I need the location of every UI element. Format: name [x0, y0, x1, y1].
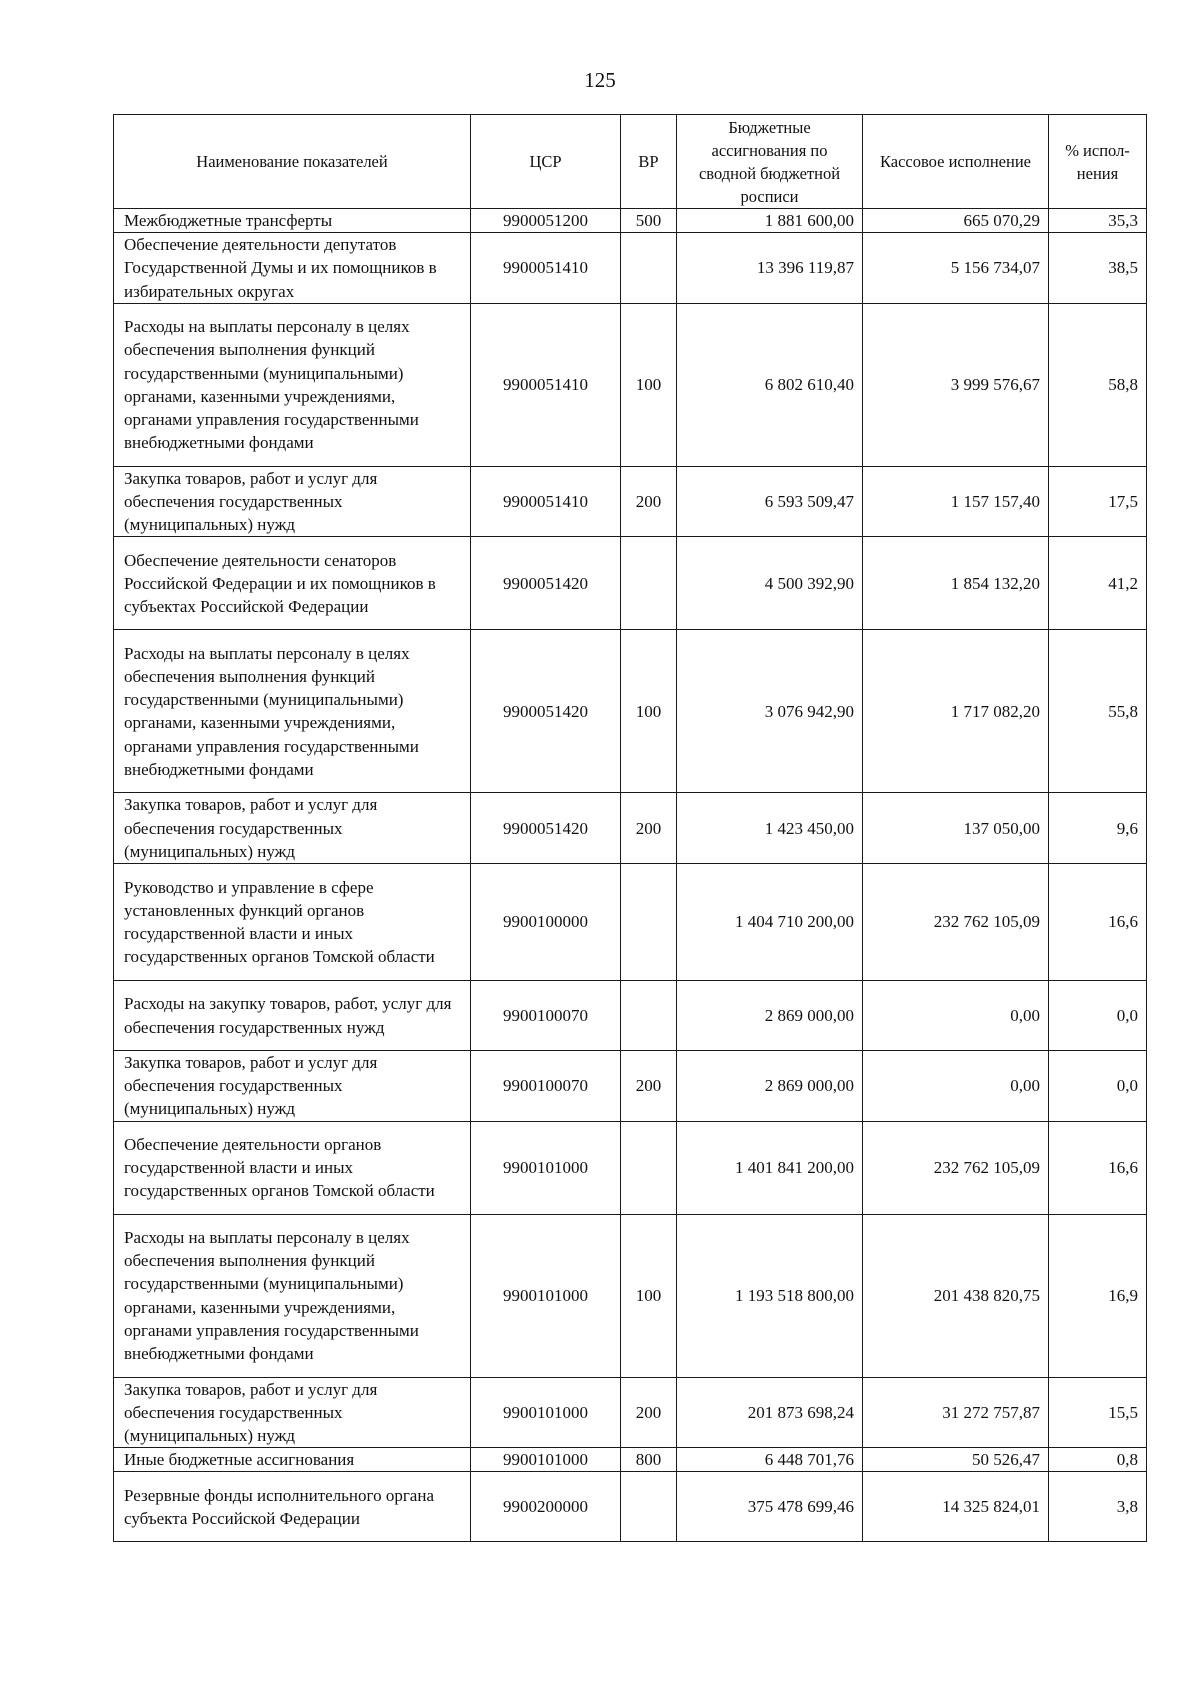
table-row — [114, 793, 1147, 864]
cell-assigned: 1 404 710 200,00 — [677, 864, 863, 981]
cell-vr — [621, 537, 677, 630]
cell-vr — [621, 1472, 677, 1542]
cell-name: Иные бюджетные ассигнования — [114, 1448, 471, 1472]
table-row — [114, 209, 1147, 233]
cell-assigned: 1 881 600,00 — [677, 209, 863, 233]
cell-vr: 100 — [621, 303, 677, 466]
cell-vr — [621, 1121, 677, 1214]
cell-name: Расходы на выплаты персоналу в целях обеспечения выполнения функций государственными (муниципальными) органами, казенными учреждениями, органами управления государственными внебюджетными фондами — [114, 1214, 471, 1377]
cell-name: Руководство и управление в сфере установленных функций органов государственной власти и иных государственных органов Томской области — [114, 864, 471, 981]
cell-percent: 16,6 — [1049, 1121, 1147, 1214]
table-row — [114, 1214, 1147, 1377]
cell-assigned: 2 869 000,00 — [677, 1051, 863, 1122]
cell-vr: 100 — [621, 630, 677, 793]
cell-vr: 100 — [621, 1214, 677, 1377]
cell-assigned: 6 448 701,76 — [677, 1448, 863, 1472]
cell-name: Обеспечение деятельности сенаторов Российской Федерации и их помощников в субъектах Российской Федерации — [114, 537, 471, 630]
cell-csr: 9900051410 — [471, 233, 621, 304]
cell-executed: 232 762 105,09 — [863, 1121, 1049, 1214]
cell-csr: 9900100000 — [471, 864, 621, 981]
cell-vr: 500 — [621, 209, 677, 233]
cell-executed: 50 526,47 — [863, 1448, 1049, 1472]
table-row — [114, 537, 1147, 630]
cell-percent: 16,6 — [1049, 864, 1147, 981]
cell-assigned: 1 423 450,00 — [677, 793, 863, 864]
cell-percent: 41,2 — [1049, 537, 1147, 630]
cell-csr: 9900051420 — [471, 537, 621, 630]
cell-assigned: 13 396 119,87 — [677, 233, 863, 304]
cell-csr: 9900051410 — [471, 466, 621, 537]
cell-assigned: 201 873 698,24 — [677, 1377, 863, 1448]
header-name: Наименование показателей — [114, 115, 471, 209]
cell-executed: 232 762 105,09 — [863, 864, 1049, 981]
cell-assigned: 4 500 392,90 — [677, 537, 863, 630]
cell-csr: 9900101000 — [471, 1214, 621, 1377]
cell-csr: 9900100070 — [471, 1051, 621, 1122]
cell-name: Закупка товаров, работ и услуг для обеспечения государственных (муниципальных) нужд — [114, 1377, 471, 1448]
cell-assigned: 375 478 699,46 — [677, 1472, 863, 1542]
cell-csr: 9900200000 — [471, 1472, 621, 1542]
cell-percent: 3,8 — [1049, 1472, 1147, 1542]
cell-percent: 0,8 — [1049, 1448, 1147, 1472]
cell-csr: 9900051420 — [471, 630, 621, 793]
header-percent: % испол-нения — [1049, 115, 1147, 209]
cell-csr: 9900051420 — [471, 793, 621, 864]
cell-executed: 5 156 734,07 — [863, 233, 1049, 304]
cell-name: Межбюджетные трансферты — [114, 209, 471, 233]
table-row — [114, 1448, 1147, 1472]
cell-vr — [621, 981, 677, 1051]
cell-assigned: 2 869 000,00 — [677, 981, 863, 1051]
cell-percent: 16,9 — [1049, 1214, 1147, 1377]
cell-vr — [621, 233, 677, 304]
cell-percent: 55,8 — [1049, 630, 1147, 793]
table-row — [114, 1472, 1147, 1542]
cell-name: Расходы на закупку товаров, работ, услуг для обеспечения государственных нужд — [114, 981, 471, 1051]
cell-executed: 137 050,00 — [863, 793, 1049, 864]
cell-percent: 38,5 — [1049, 233, 1147, 304]
cell-name: Расходы на выплаты персоналу в целях обеспечения выполнения функций государственными (муниципальными) органами, казенными учреждениями, органами управления государственными внебюджетными фондами — [114, 630, 471, 793]
cell-name: Обеспечение деятельности депутатов Государственной Думы и их помощников в избирательных округах — [114, 233, 471, 304]
cell-vr: 200 — [621, 1051, 677, 1122]
cell-executed: 14 325 824,01 — [863, 1472, 1049, 1542]
cell-vr: 200 — [621, 466, 677, 537]
cell-percent: 17,5 — [1049, 466, 1147, 537]
header-assigned: Бюджетные ассигнования по сводной бюджетной росписи — [677, 115, 863, 209]
cell-executed: 0,00 — [863, 981, 1049, 1051]
cell-csr: 9900051410 — [471, 303, 621, 466]
budget-table — [113, 114, 1147, 1542]
cell-name: Закупка товаров, работ и услуг для обеспечения государственных (муниципальных) нужд — [114, 1051, 471, 1122]
cell-executed: 1 854 132,20 — [863, 537, 1049, 630]
cell-assigned: 1 401 841 200,00 — [677, 1121, 863, 1214]
cell-executed: 665 070,29 — [863, 209, 1049, 233]
cell-vr: 800 — [621, 1448, 677, 1472]
cell-assigned: 6 802 610,40 — [677, 303, 863, 466]
cell-executed: 1 157 157,40 — [863, 466, 1049, 537]
cell-assigned: 1 193 518 800,00 — [677, 1214, 863, 1377]
cell-executed: 3 999 576,67 — [863, 303, 1049, 466]
cell-percent: 35,3 — [1049, 209, 1147, 233]
cell-executed: 1 717 082,20 — [863, 630, 1049, 793]
table-row — [114, 466, 1147, 537]
header-executed: Кассовое исполнение — [863, 115, 1049, 209]
cell-percent: 0,0 — [1049, 981, 1147, 1051]
cell-name: Закупка товаров, работ и услуг для обеспечения государственных (муниципальных) нужд — [114, 793, 471, 864]
cell-vr — [621, 864, 677, 981]
table-row — [114, 1121, 1147, 1214]
table-header-row — [114, 115, 1147, 209]
table-row — [114, 864, 1147, 981]
cell-csr: 9900101000 — [471, 1448, 621, 1472]
cell-name: Расходы на выплаты персоналу в целях обеспечения выполнения функций государственными (муниципальными) органами, казенными учреждениями, органами управления государственными внебюджетными фондами — [114, 303, 471, 466]
cell-csr: 9900100070 — [471, 981, 621, 1051]
cell-name: Обеспечение деятельности органов государственной власти и иных государственных органов Томской области — [114, 1121, 471, 1214]
table-row — [114, 303, 1147, 466]
cell-name: Резервные фонды исполнительного органа субъекта Российской Федерации — [114, 1472, 471, 1542]
cell-percent: 58,8 — [1049, 303, 1147, 466]
table-row — [114, 1377, 1147, 1448]
cell-vr: 200 — [621, 793, 677, 864]
table-row — [114, 981, 1147, 1051]
cell-executed: 201 438 820,75 — [863, 1214, 1049, 1377]
cell-percent: 0,0 — [1049, 1051, 1147, 1122]
cell-assigned: 3 076 942,90 — [677, 630, 863, 793]
cell-csr: 9900101000 — [471, 1121, 621, 1214]
table-row — [114, 630, 1147, 793]
cell-percent: 9,6 — [1049, 793, 1147, 864]
cell-percent: 15,5 — [1049, 1377, 1147, 1448]
cell-csr: 9900051200 — [471, 209, 621, 233]
table-row — [114, 233, 1147, 304]
cell-vr: 200 — [621, 1377, 677, 1448]
table-row — [114, 1051, 1147, 1122]
cell-assigned: 6 593 509,47 — [677, 466, 863, 537]
page-number: 125 — [584, 68, 616, 92]
cell-name: Закупка товаров, работ и услуг для обеспечения государственных (муниципальных) нужд — [114, 466, 471, 537]
header-csr: ЦСР — [471, 115, 621, 209]
header-vr: ВР — [621, 115, 677, 209]
cell-executed: 31 272 757,87 — [863, 1377, 1049, 1448]
cell-csr: 9900101000 — [471, 1377, 621, 1448]
cell-executed: 0,00 — [863, 1051, 1049, 1122]
